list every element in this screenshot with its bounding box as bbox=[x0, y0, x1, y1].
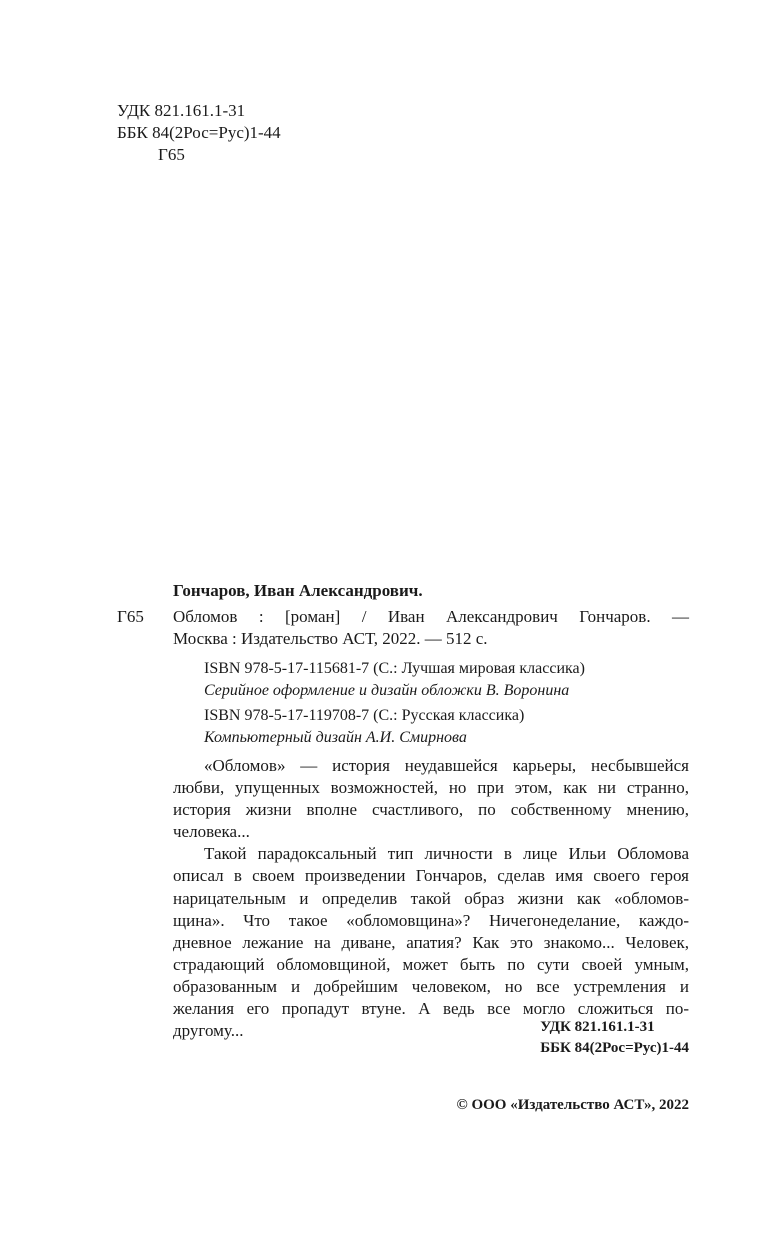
isbn-line-2: ISBN 978-5-17-119708-7 (С.: Русская классика) bbox=[204, 707, 525, 724]
annotation-text bbox=[173, 755, 689, 1042]
annotation-paragraph-1 bbox=[173, 755, 689, 843]
bottom-udk-code: УДК 821.161.1-31 bbox=[540, 1019, 655, 1035]
design-credit-2: Компьютерный дизайн А.И. Смирнова bbox=[204, 729, 467, 746]
annotation-line: желания его пропадут втуне. А ведь все могло сложиться по- bbox=[173, 999, 689, 1019]
title-line-1: Обломов : [роман] / Иван Александрович Гончаров. — bbox=[173, 607, 689, 626]
annotation-line: история жизни вполне счастливого, по собственному мнению, bbox=[173, 800, 689, 820]
title-line-2: Москва : Издательство АСТ, 2022. — 512 с. bbox=[173, 629, 488, 648]
top-classification-codes bbox=[117, 100, 281, 166]
bottom-bbk-code: ББК 84(2Рос=Рус)1-44 bbox=[540, 1040, 689, 1056]
annotation-line: любви, упущенных возможностей, но при этом, как ни странно, bbox=[173, 778, 689, 798]
annotation-line: нарицательным и определив такой образ жизни как «обломов- bbox=[173, 888, 689, 908]
card-author-heading: Гончаров, Иван Александрович. bbox=[173, 581, 423, 600]
card-author-sign: Г65 bbox=[117, 607, 144, 626]
top-author-sign: Г65 bbox=[158, 145, 185, 164]
annotation-line: образованным и добрейшим человеком, но все устремления и bbox=[173, 976, 689, 996]
design-credit-1: Серийное оформление и дизайн обложки В. Воронина bbox=[204, 682, 570, 699]
annotation-paragraph-2 bbox=[173, 843, 689, 1042]
annotation-line: описал в своем произведении Гончаров, сделав имя своего героя bbox=[173, 866, 689, 886]
top-bbk-code: ББК 84(2Рос=Рус)1-44 bbox=[117, 123, 281, 142]
annotation-line: другому... bbox=[173, 1021, 244, 1041]
annotation-line: «Обломов» — история неудавшейся карьеры, несбывшейся bbox=[204, 756, 689, 775]
bottom-classification-codes bbox=[540, 1017, 689, 1059]
annotation-line: щина». Что такое «обломовщина»? Ничегонеделание, каждо- bbox=[173, 910, 689, 930]
annotation-line: Такой парадоксальный тип личности в лице Ильи Обломова bbox=[204, 844, 689, 864]
annotation-line: страдающий обломовщиной, может быть по сути своей умным, bbox=[173, 954, 689, 974]
annotation-line: дневное лежание на диване, апатия? Как это знакомо... Человек, bbox=[173, 932, 689, 952]
annotation-line: человека... bbox=[173, 822, 250, 842]
isbn-line-1: ISBN 978-5-17-115681-7 (С.: Лучшая мировая классика) bbox=[204, 660, 585, 677]
copyright-notice: © ООО «Издательство АСТ», 2022 bbox=[456, 1097, 689, 1113]
top-udk-code: УДК 821.161.1-31 bbox=[117, 101, 246, 120]
card-title-statement bbox=[173, 606, 689, 650]
